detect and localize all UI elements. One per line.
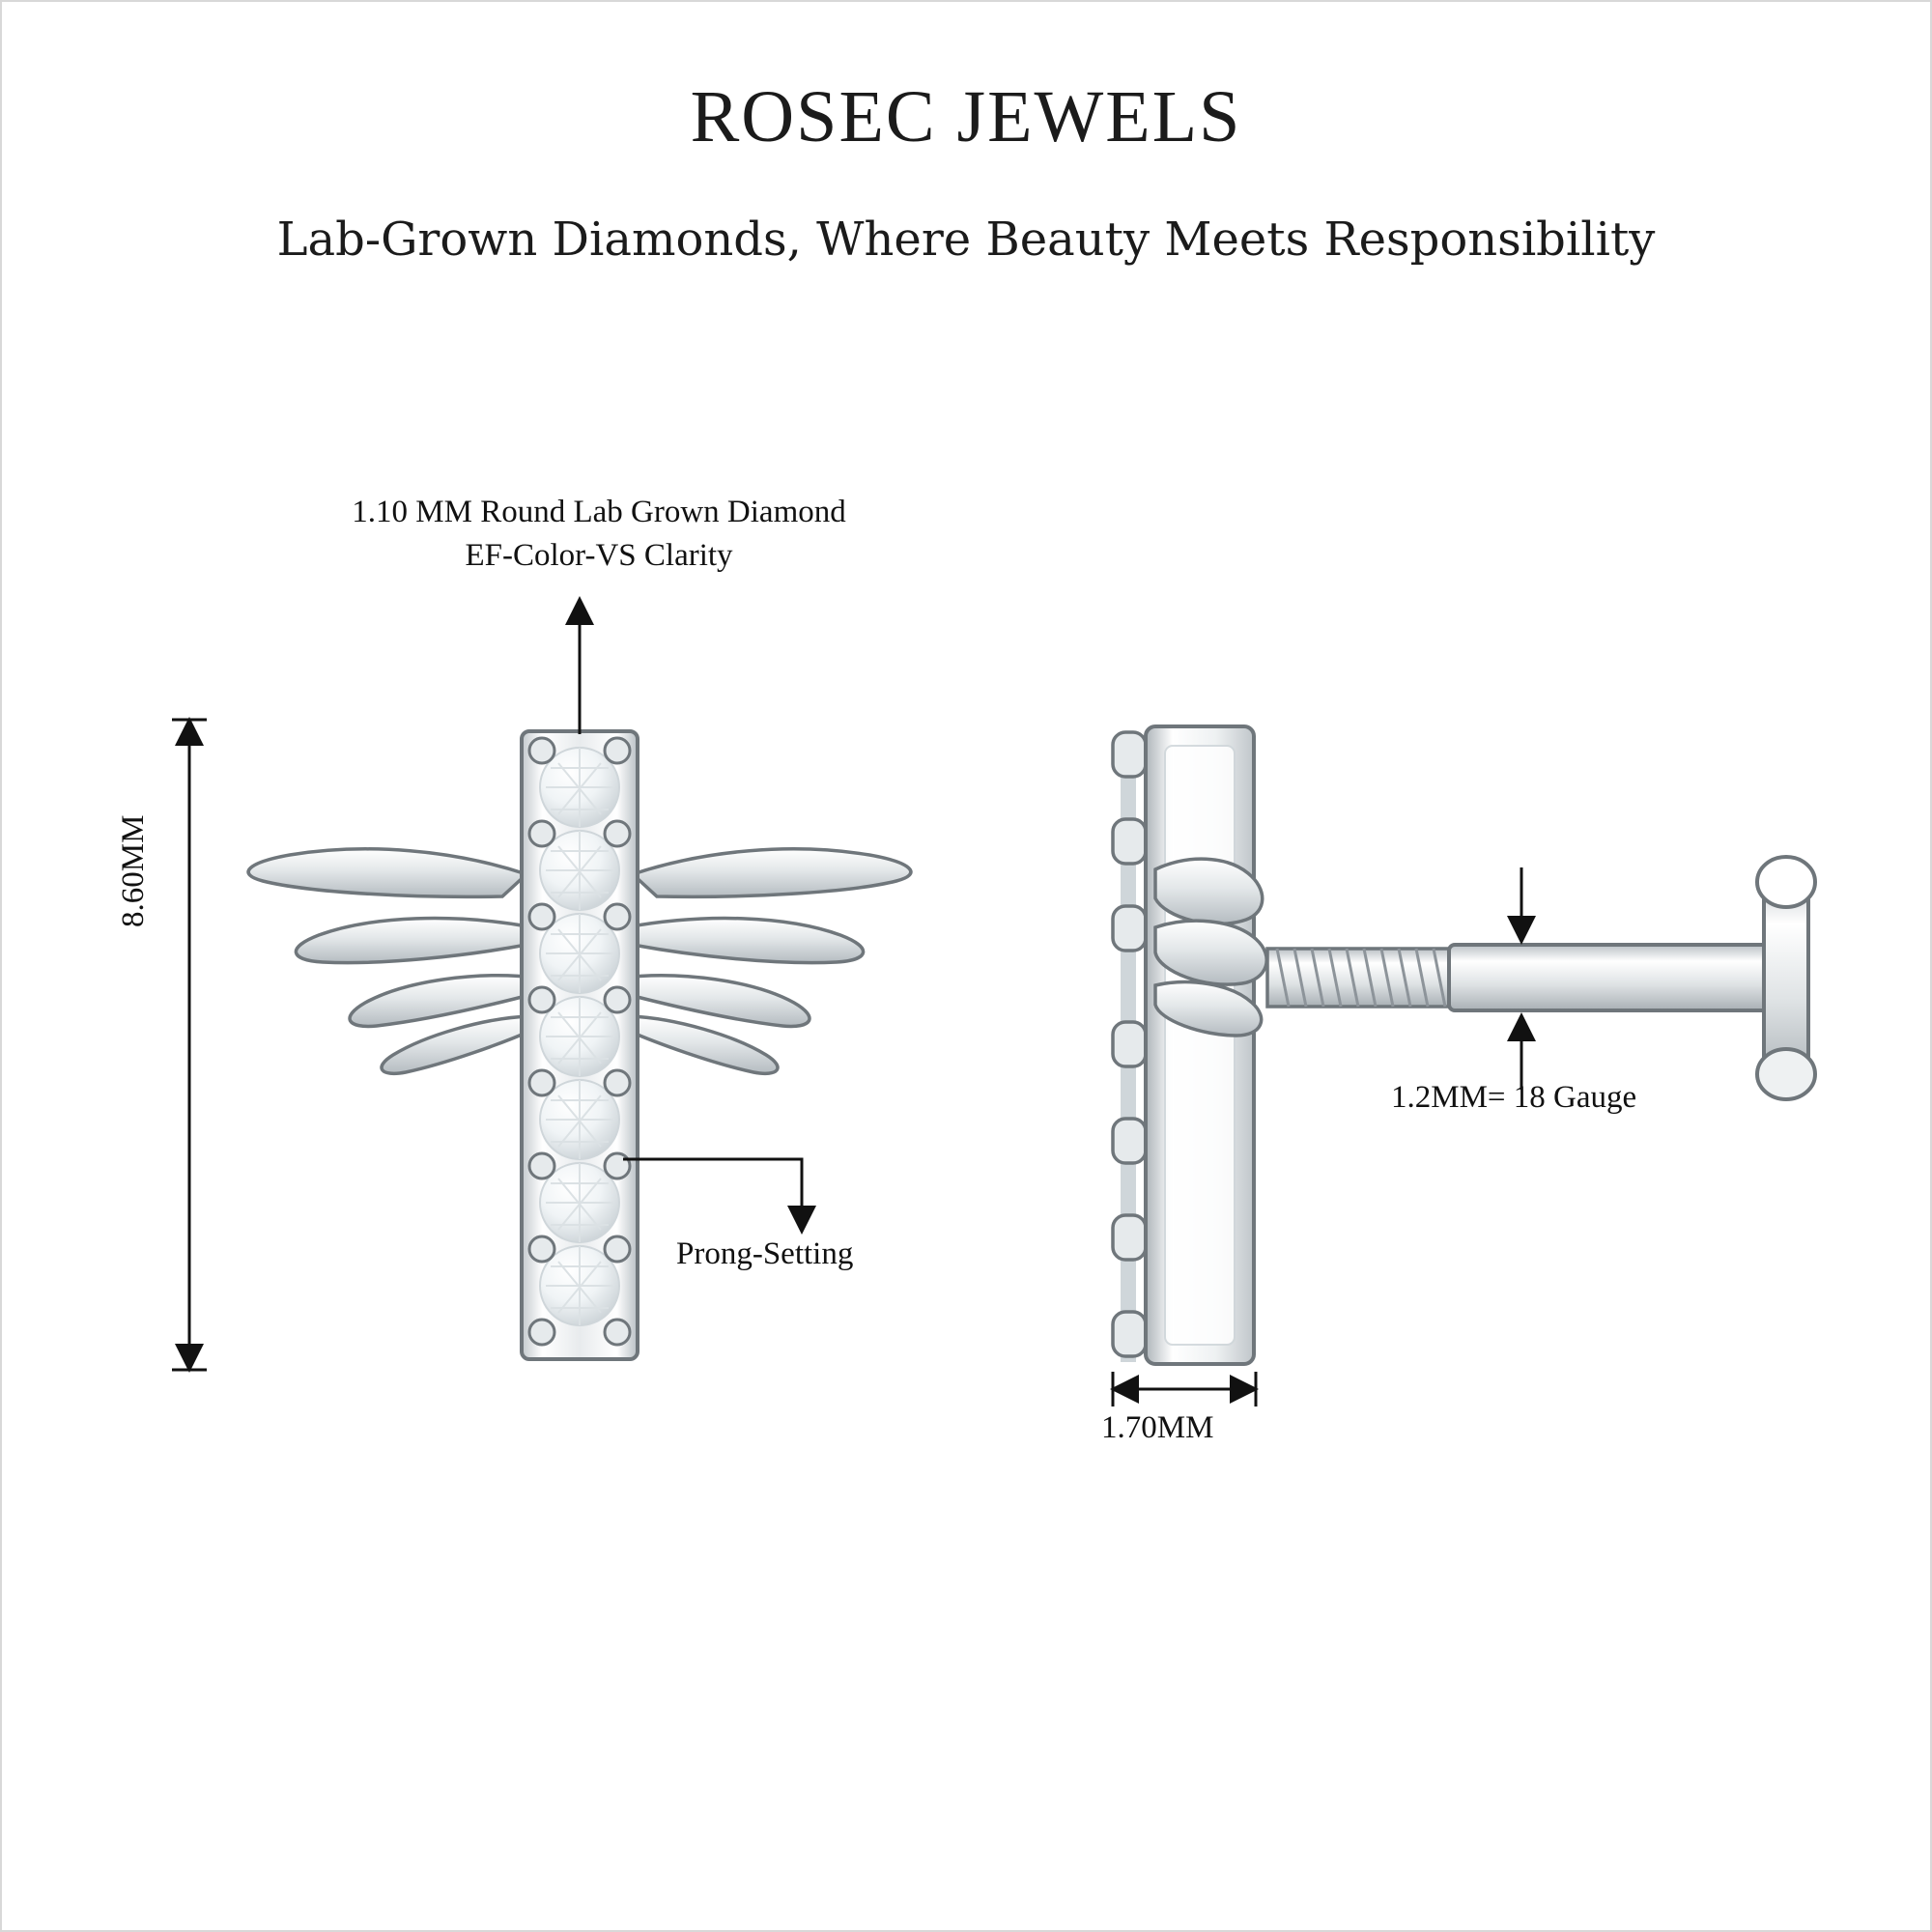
flat-back-disc — [1757, 857, 1815, 1099]
post-shaft — [1449, 945, 1768, 1010]
height-dimension-label: 8.60MM — [116, 814, 151, 927]
height-dimension — [172, 720, 207, 1370]
side-bar-highlight — [1165, 746, 1235, 1345]
side-wing-profile — [1155, 859, 1266, 1036]
brand-tagline: Lab-Grown Diamonds, Where Beauty Meets Responsibility — [276, 213, 1656, 267]
side-view-group — [1113, 726, 1815, 1364]
width-dimension-label: 1.70MM — [1101, 1410, 1214, 1445]
prong-callout-leader — [623, 1159, 802, 1232]
right-wing — [622, 849, 911, 1073]
stone-callout-line1: 1.10 MM Round Lab Grown Diamond — [352, 495, 846, 529]
left-wing — [248, 849, 537, 1073]
threaded-post — [1267, 949, 1451, 1007]
gauge-label: 1.2MM= 18 Gauge — [1391, 1080, 1637, 1115]
stone-callout-line2: EF-Color-VS Clarity — [465, 537, 733, 573]
width-dimension — [1113, 1372, 1256, 1406]
brand-title: ROSEC JEWELS — [690, 76, 1242, 157]
front-view-group — [248, 731, 911, 1359]
prong-setting-label: Prong-Setting — [676, 1236, 854, 1271]
